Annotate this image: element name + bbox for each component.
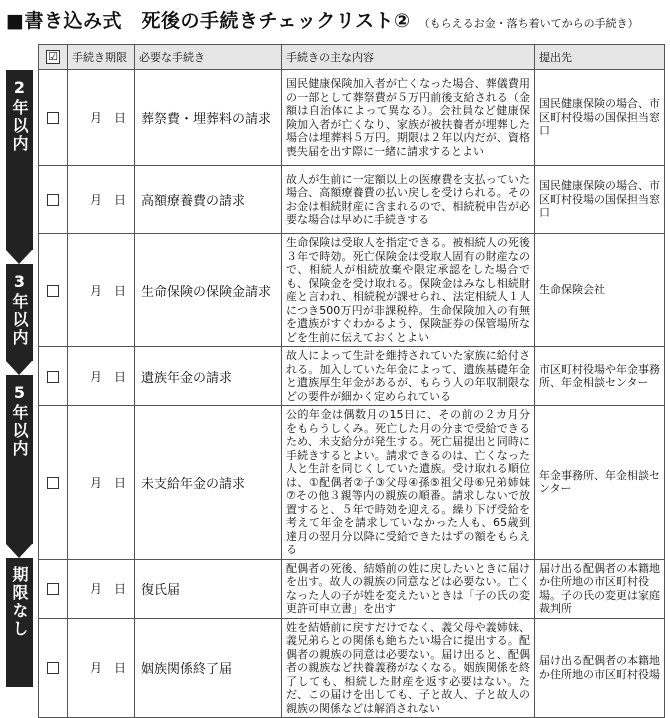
title-main: ■書き込み式 死後の手続きチェックリスト②: [6, 10, 411, 32]
section-arrow-2years: [6, 250, 32, 264]
table-row: [39, 70, 665, 166]
procedure-content: 生命保険は受取人を指定できる。被相続人の死後３年で時効。死亡保険金は受取人固有の財産なので、相続人が相続放棄や限定承認をした場合でも、保険金を受け取れる。保険金はみなし相続財産と言われ、相続税が課せられ、法定相続人１人につき500万円が非課税枠。生命保険加入の有無を遺族がすぐわかるよう、保険証券の保管場所などを生前に伝えておくとよい: [282, 234, 535, 347]
procedure-name: 姻族関係終了届: [135, 618, 282, 718]
checkbox[interactable]: [47, 285, 59, 297]
table-row: [39, 618, 665, 718]
checkbox[interactable]: [47, 194, 59, 206]
deadline-cell[interactable]: [68, 347, 135, 406]
deadline-sidebar: [6, 44, 33, 687]
day-label: 日: [113, 582, 126, 596]
table-header-row: [39, 45, 665, 70]
page-title: [6, 6, 639, 34]
deadline-cell[interactable]: [68, 166, 135, 234]
header-content: 手続きの主な内容: [282, 45, 535, 70]
table-row: [39, 559, 665, 618]
checkbox[interactable]: [47, 662, 59, 674]
section-band-nolimit: [6, 558, 33, 687]
table-row: [39, 166, 665, 234]
destination: 届け出る配偶者の本籍地か住所地の市区町村役場: [535, 618, 665, 718]
deadline-cell[interactable]: [68, 406, 135, 560]
destination: 年金事務所、年金相談センター: [535, 406, 665, 560]
month-label: 月: [90, 475, 103, 490]
deadline-cell[interactable]: [68, 618, 135, 718]
check-cell[interactable]: [39, 166, 68, 234]
header-check: [39, 45, 68, 70]
deadline-cell[interactable]: [68, 559, 135, 618]
procedure-content: 国民健康保険加入者が亡くなった場合、葬儀費用の一部として葬祭費が５万円前後支給される（金額は自治体によって異なる）。会社員など健康保険加入者が亡くなり、家族が被扶養者が埋葬した場合は埋葬料５万円。期限は２年以内だが、資格喪失届を出す際に一緒に請求するとよい: [282, 70, 535, 166]
checkbox[interactable]: [47, 583, 59, 595]
checkbox[interactable]: [47, 371, 59, 383]
procedure-content: 故人が生前に一定額以上の医療費を支払っていた場合、高額療養費の払い戻しを受けられる。そのお金は相続財産に含まれるので、相続税申告が必要な場合は早めに手続きする: [282, 166, 535, 234]
checkbox[interactable]: [47, 477, 59, 489]
procedure-name: 高額療養費の請求: [135, 166, 282, 234]
month-label: 月: [90, 193, 103, 207]
title-subtitle: （もらえるお金・落ち着いてからの手続き）: [418, 17, 639, 30]
month-label: 月: [90, 283, 103, 298]
check-cell[interactable]: [39, 618, 68, 718]
table-row: [39, 234, 665, 347]
procedure-name: 葬祭費・埋葬料の請求: [135, 70, 282, 166]
destination: 国民健康保険の場合、市区町村役場の国保担当窓口: [535, 70, 665, 166]
section-label-5years: 5年以内: [10, 383, 29, 458]
month-label: 月: [90, 369, 103, 384]
destination: 生命保険会社: [535, 234, 665, 347]
checklist-table: [38, 44, 665, 718]
table-row: [39, 406, 665, 560]
header-checkbox-icon: ☑: [46, 50, 60, 64]
deadline-cell[interactable]: [68, 234, 135, 347]
procedure-name: 復氏届: [135, 559, 282, 618]
section-band-2years: [6, 70, 33, 250]
section-label-2years: 2年以内: [10, 78, 29, 153]
month-label: 月: [90, 582, 103, 596]
procedure-content: 姓を結婚前に戻すだけでなく、義父母や義姉妹、義兄弟らとの関係も絶ちたい場合に提出する。配偶者の親族の同意は必要ない。届け出ると、配偶者の親族など扶養義務がなくなる。姻族関係を終了しても、相続した財産を返す必要はない。ただ、この届けを出しても、子と故人、子と故人の親族の関係などは解消されない: [282, 618, 535, 718]
checkbox[interactable]: [47, 112, 59, 124]
procedure-content: 故人によって生計を維持されていた家族に給付される。加入していた年金によって、遺族基礎年金と遺族厚生年金があるが、もらう人の年収制限などの要件が細かく定められている: [282, 347, 535, 406]
procedure-name: 未支給年金の請求: [135, 406, 282, 560]
day-label: 日: [113, 369, 126, 384]
check-cell[interactable]: [39, 70, 68, 166]
check-cell[interactable]: [39, 559, 68, 618]
header-procedure: 必要な手続き: [135, 45, 282, 70]
day-label: 日: [113, 475, 126, 490]
procedure-content: 配偶者の死後、結婚前の姓に戻したいときに届けを出す。故人の親族の同意などは必要ない。亡くなった人の子が姓を変えたいときは「子の氏の変更許可申立書」を出す: [282, 559, 535, 618]
destination: 国民健康保険の場合、市区町村役場の国保担当窓口: [535, 166, 665, 234]
section-band-5years: [6, 375, 33, 544]
procedure-content: 公的年金は偶数月の15日に、その前の２カ月分をもらうしくみ。死亡した月の分まで受給できるため、未支給分が発生する。死亡届提出と同時に手続きするとよい。請求できるのは、亡くなった人と生計を同じくしていた遺族。受け取れる順位は、①配偶者②子③父母④孫⑤祖父母⑥兄弟姉妹⑦その他３親等内の親族の順番。請求しないで放置すると、５年で時効を迎える。繰り下げ受給を考えて年金を請求していなかった人も、65歳到達月の翌月分以降に受給できたはずの額をもらえる: [282, 406, 535, 560]
section-band-3years: [6, 264, 33, 361]
section-label-3years: 3年以内: [10, 272, 29, 347]
section-arrow-5years: [6, 544, 32, 558]
month-label: 月: [90, 111, 103, 125]
header-destination: 提出先: [535, 45, 665, 70]
destination: 届け出る配偶者の本籍地か住所地の市区町村役場。子の氏の変更は家庭裁判所: [535, 559, 665, 618]
check-cell[interactable]: [39, 234, 68, 347]
procedure-name: 遺族年金の請求: [135, 347, 282, 406]
procedure-name: 生命保険の保険金請求: [135, 234, 282, 347]
day-label: 日: [113, 193, 126, 207]
deadline-cell[interactable]: [68, 70, 135, 166]
destination: 市区町村役場や年金事務所、年金相談センター: [535, 347, 665, 406]
day-label: 日: [113, 283, 126, 298]
check-cell[interactable]: [39, 406, 68, 560]
header-deadline: 手続き期限: [68, 45, 135, 70]
table-row: [39, 347, 665, 406]
day-label: 日: [113, 661, 126, 676]
section-arrow-3years: [6, 361, 32, 375]
check-cell[interactable]: [39, 347, 68, 406]
section-label-nolimit: 期限なし: [10, 566, 29, 638]
day-label: 日: [113, 111, 126, 125]
month-label: 月: [90, 661, 103, 676]
